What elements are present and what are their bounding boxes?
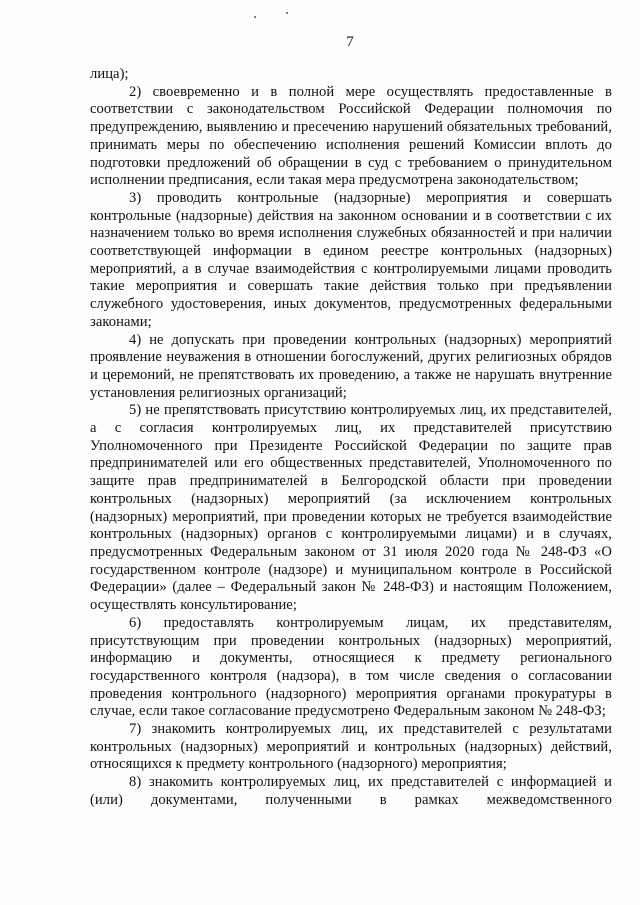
paragraph-item-4: 4) не допускать при проведении контрольных (надзорных) мероприятий проявление неуважения в отношении богослужений, других религиозных обрядов и церемоний, не препятствовать их проведению, а также не нарушать внутренние установления религиозных организаций; <box>90 331 612 401</box>
scan-speck <box>254 16 256 18</box>
paragraph-continuation: лица); <box>90 66 129 82</box>
scan-speck <box>286 12 288 14</box>
document-body <box>90 66 612 810</box>
paragraph-item-6: 6) предоставлять контролируемым лицам, их представителям, присутствующим при проведении контрольных (надзорных) мероприятий, информацию и документы, относящиеся к предмету регионального государственного контроля (надзора), в том числе сведения о согласовании проведения контрольного (надзорного) мероприятия органами прокуратуры в случае, если такое согласование предусмотрено Федеральным законом № 248-ФЗ; <box>90 614 612 720</box>
paragraph-item-7: 7) знакомить контролируемых лиц, их представителей с результатами контрольных (надзорных) мероприятий и контрольных (надзорных) действий, относящихся к предмету контрольного (надзорного) мероприятия; <box>90 721 612 773</box>
paragraph-item-3: 3) проводить контрольные (надзорные) мероприятия и совершать контрольные (надзорные) действия на законном основании и в соответствии с их назначением только во время исполнения служебных обязанностей и при наличии соответствующей информации в едином реестре контрольных (надзорных) мероприятий, а в случае взаимодействия с контролируемыми лицами проводить такие мероприятия и совершать такие действия только при предъявлении служебного удостоверения, иных документов, предусмотренных федеральными законами; <box>90 189 612 330</box>
page-number: 7 <box>346 34 354 50</box>
paragraph-item-8: 8) знакомить контролируемых лиц, их представителей с информацией и (или) документами, полученными в рамках межведомственного <box>90 774 612 808</box>
paragraph-item-2: 2) своевременно и в полной мере осуществлять предоставленные в соответствии с законодательством Российской Федерации полномочия по предупреждению, выявлению и пресечению нарушений обязательных требований, принимать меры по обеспечению исполнения решений Комиссии вплоть до подготовки предложений об обращении в суд с требованием о принудительном исполнении предписания, если такая мера предусмотрена законодательством; <box>90 83 612 189</box>
paragraph-item-5: 5) не препятствовать присутствию контролируемых лиц, их представителей, а с согласия контролируемых лиц, их представителей присутствию Уполномоченного при Президенте Российской Федерации по защите прав предпринимателей или его общественных представителей, Уполномоченного по защите прав предпринимателей в Белгородской области при проведении контрольных (надзорных) мероприятий (за исключением контрольных (надзорных) мероприятий, при проведении которых не требуется взаимодействие контрольных (надзорных) органов с контролируемыми лицами) и в случаях, предусмотренных Федеральным законом от 31 июля 2020 года № 248-ФЗ «О государственном контроле (надзоре) и муниципальном контроле в Российской Федерации» (далее – Федеральный закон № 248-ФЗ) и настоящим Положением, осуществлять консультирование; <box>90 402 612 614</box>
